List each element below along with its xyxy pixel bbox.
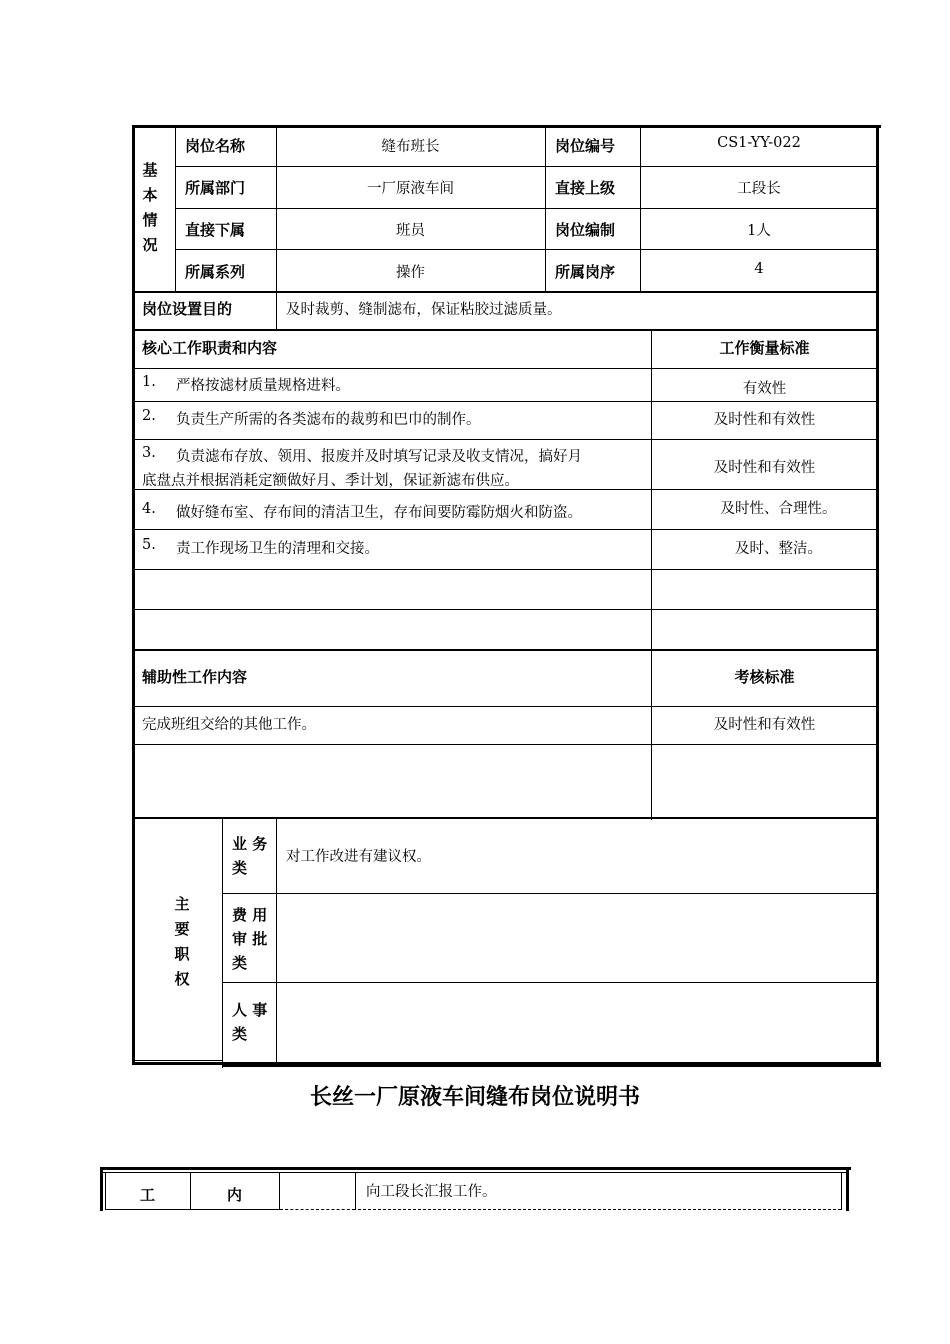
item-text: 负责滤布存放、领用、报废并及时填写记录及收支情况，搞好月 (176, 449, 582, 465)
series-label: 所属系列 (185, 263, 246, 281)
rank-value: 4 (754, 261, 764, 277)
department-label: 所属部门 (185, 179, 246, 197)
item-standard: 及时性和有效性 (713, 460, 816, 476)
headcount-label: 岗位编制 (555, 221, 616, 239)
authority-category-label: 人 事 类 (232, 1001, 268, 1043)
item-standard: 及时、整洁。 (735, 541, 822, 557)
aux-item-standard: 及时性和有效性 (713, 717, 816, 733)
item-number: 1. (142, 374, 156, 390)
series-value: 操作 (396, 265, 425, 281)
purpose-text: 及时裁剪、缝制滤布，保证粘胶过滤质量。 (286, 302, 562, 318)
item-number: 5. (142, 537, 156, 553)
subordinate-label: 直接下属 (185, 221, 246, 239)
department-value: 一厂原液车间 (367, 181, 454, 197)
aux-std-header: 考核标准 (734, 668, 795, 686)
authority-category-label: 费 用 审 批 类 (232, 906, 268, 972)
supervisor-value: 工段长 (737, 181, 781, 197)
aux-item-text: 完成班组交给的其他工作。 (142, 717, 316, 733)
item-text-continued: 底盘点并根据消耗定额做好月、季计划，保证新滤布供应。 (142, 473, 519, 489)
job-code-label: 岗位编号 (555, 137, 616, 155)
item-text: 严格按滤材质量规格进料。 (176, 378, 350, 394)
page-title: 长丝一厂原液车间缝布岗位说明书 (309, 1085, 640, 1110)
authority-section-label: 主要职权 (174, 895, 190, 988)
aux-header: 辅助性工作内容 (142, 668, 248, 686)
subordinate-value: 班员 (396, 223, 425, 239)
item-standard: 及时性和有效性 (713, 412, 816, 428)
item-text: 责工作现场卫生的清理和交接。 (176, 541, 379, 557)
authority-text: 对工作改进有建议权。 (286, 849, 431, 865)
item-number: 4. (142, 501, 156, 517)
item-text: 做好缝布室、存布间的清洁卫生，存布间要防霉防烟火和防盗。 (176, 505, 582, 521)
item-standard: 有效性 (742, 381, 787, 397)
core-std-header: 工作衡量标准 (719, 339, 810, 357)
item-text: 负责生产所需的各类滤布的裁剪和巴巾的制作。 (176, 412, 481, 428)
relations-label-a: 工 (139, 1186, 155, 1204)
purpose-label: 岗位设置目的 (142, 300, 233, 318)
supervisor-label: 直接上级 (555, 179, 616, 197)
item-standard: 及时性、合理性。 (720, 501, 837, 517)
item-number: 3. (142, 445, 156, 461)
relations-label-b: 内 (226, 1186, 242, 1204)
job-code-value: CS1-YY-022 (717, 135, 801, 151)
relations-text: 向工段长汇报工作。 (366, 1184, 497, 1200)
job-name-value: 缝布班长 (381, 139, 440, 155)
item-number: 2. (142, 408, 156, 424)
job-name-label: 岗位名称 (185, 137, 246, 155)
headcount-value: 1人 (747, 223, 771, 239)
core-header: 核心工作职责和内容 (142, 339, 278, 357)
basic-section-label: 基本情况 (142, 161, 158, 254)
rank-label: 所属岗序 (555, 263, 616, 281)
authority-category-label: 业 务 类 (232, 835, 268, 877)
